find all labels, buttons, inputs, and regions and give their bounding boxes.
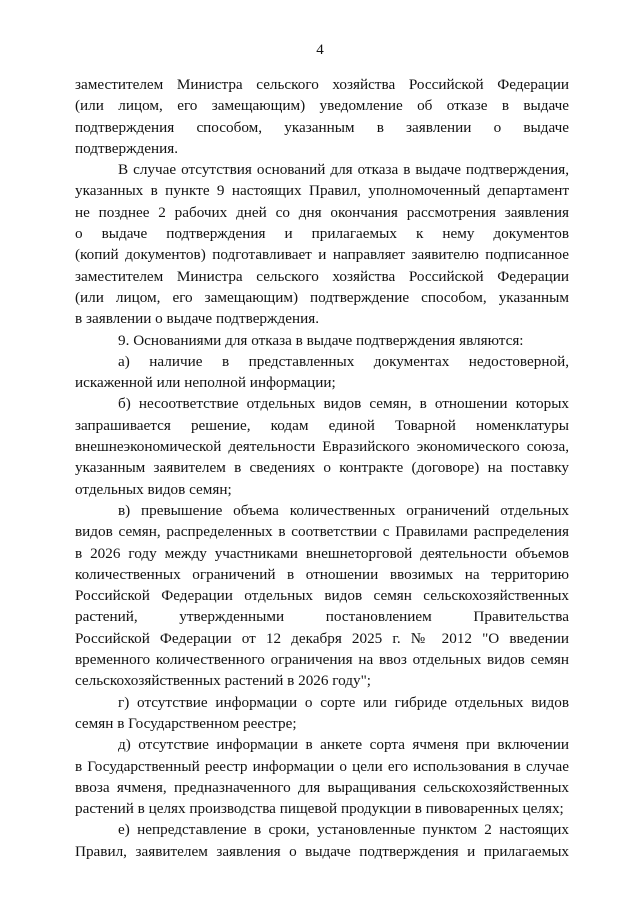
text-line: указанным заявителем в сведениях о контракте (договоре) на поставку xyxy=(75,459,569,477)
text-line: отдельных видов семян; xyxy=(75,480,232,498)
text-line: в 2026 году между участниками внешнеторговой деятельности объемов xyxy=(75,544,569,562)
text-line: внешнеэкономической деятельности Евразийского экономического союза, xyxy=(75,438,569,456)
text-line: указанных в пункте 9 настоящих Правил, уполномоченный департамент xyxy=(75,182,569,200)
text-line: д) отсутствие информации в анкете сорта ячменя при включении xyxy=(118,736,569,754)
document-body xyxy=(75,74,569,862)
text-line: (или лицом, его замещающим) подтверждение способом, указанным xyxy=(75,288,569,306)
text-line: б) несоответствие отдельных видов семян, в отношении которых xyxy=(118,395,569,413)
text-line: растений, утвержденными постановлением Правительства xyxy=(75,608,569,626)
paragraph xyxy=(75,159,569,329)
text-line: Российской Федерации отдельных видов семян сельскохозяйственных xyxy=(75,587,569,605)
text-line: Правил, заявителем заявления о выдаче подтверждения и прилагаемых xyxy=(75,842,569,860)
text-line: в Государственный реестр информации о цели его использования в случае xyxy=(75,757,569,775)
text-line: (или лицом, его замещающим) уведомление об отказе в выдаче xyxy=(75,97,569,115)
text-line: сельскохозяйственных растений в 2026 году"; xyxy=(75,672,372,690)
text-line: Российской Федерации от 12 декабря 2025 г. № 2012 "О введении xyxy=(75,629,569,647)
text-line: ввоза ячменя, предназначенного для выращивания сельскохозяйственных xyxy=(75,778,569,796)
text-line: заместителем Министра сельского хозяйства Российской Федерации xyxy=(75,76,569,93)
text-line: подтверждения способом, указанным в заявлении о выдаче xyxy=(75,118,569,136)
paragraph xyxy=(75,692,569,735)
paragraph xyxy=(75,500,569,692)
paragraph xyxy=(75,734,569,819)
paragraph xyxy=(75,330,569,351)
text-line: не позднее 2 рабочих дней со дня окончания рассмотрения заявления xyxy=(75,203,569,221)
paragraph xyxy=(75,819,569,862)
text-line: в заявлении о выдаче подтверждения. xyxy=(75,310,320,328)
text-line: искаженной или неполной информации; xyxy=(75,374,336,392)
text-line: (копий документов) подготавливает и направляет заявителю подписанное xyxy=(75,246,569,264)
text-line: а) наличие в представленных документах недостоверной, xyxy=(118,352,569,370)
text-line: г) отсутствие информации о сорте или гибриде отдельных видов xyxy=(118,693,569,711)
text-line: семян в Государственном реестре; xyxy=(75,714,297,732)
text-line: в) превышение объема количественных ограничений отдельных xyxy=(118,501,569,519)
paragraph xyxy=(75,351,569,394)
text-line: е) непредставление в сроки, установленные пунктом 2 настоящих xyxy=(118,821,569,839)
text-line: количественных ограничений в отношении ввозимых на территорию xyxy=(75,565,569,583)
text-line: 9. Основаниями для отказа в выдаче подтверждения являются: xyxy=(118,331,524,349)
text-line: В случае отсутствия оснований для отказа в выдаче подтверждения, xyxy=(118,161,569,179)
text-line: о выдаче подтверждения и прилагаемых к нему документов xyxy=(75,225,569,243)
page-number: 4 xyxy=(316,42,324,58)
text-line: растений в целях производства пищевой продукции в пивоваренных целях; xyxy=(75,800,564,818)
paragraph xyxy=(75,74,569,159)
text-line: подтверждения. xyxy=(75,139,179,157)
text-line: временного количественного ограничения на ввоз отдельных видов семян xyxy=(75,651,569,669)
text-line: запрашивается решение, кодам единой Товарной номенклатуры xyxy=(75,416,569,434)
paragraph xyxy=(75,393,569,499)
text-line: заместителем Министра сельского хозяйства Российской Федерации xyxy=(75,267,569,285)
text-line: видов семян, распределенных в соответствии с Правилами распределения xyxy=(75,523,569,541)
